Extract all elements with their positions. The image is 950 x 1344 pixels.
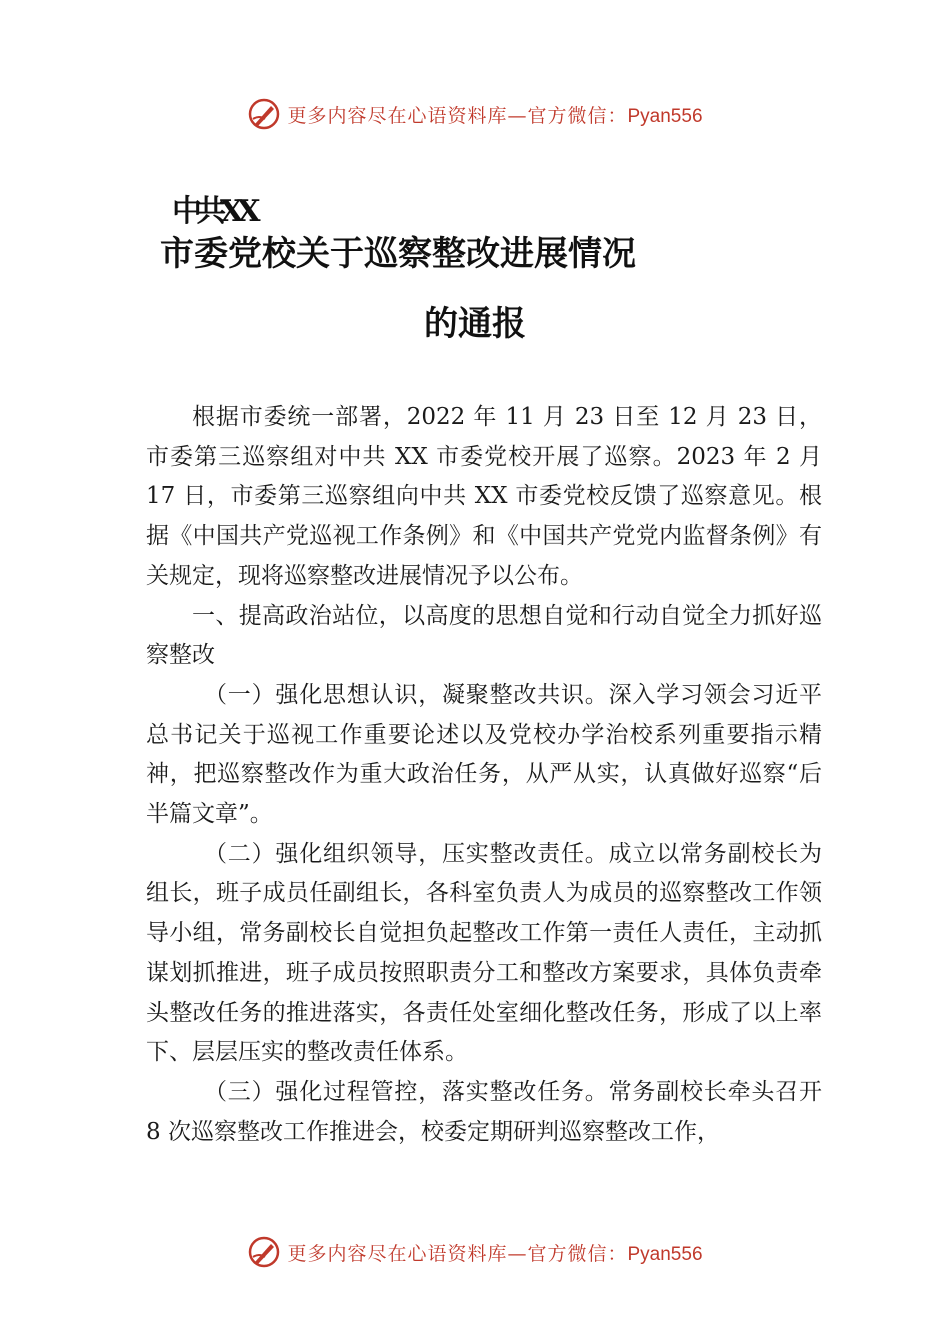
watermark-banner-bottom [0,1232,950,1272]
wechat-id: Pyan556 [627,105,703,127]
watermark-text: 更多内容尽在心语资料库—官方微信：Pyan556 [287,1242,703,1265]
watermark-text: 更多内容尽在心语资料库—官方微信：Pyan556 [287,104,703,127]
paragraph-item-2: （二）强化组织领导，压实整改责任。成立以常务副校长为组长，班子成员任副组长，各科室负责人为成员的巡察整改工作领导小组，常务副校长自觉担负起整改工作第一责任人责任，主动抓谋划抓推进，班子成员按照职责分工和整改方案要求，具体负责牵头整改任务的推进落实，各责任处室细化整改任务，形成了以上率下、层层压实的整改责任体系。 [146,840,822,1066]
pen-logo-icon [247,97,281,131]
title-prefix: 中共XX [172,194,255,229]
watermark-banner-top [0,94,950,134]
section-heading-1: 一、提高政治站位，以高度的思想自觉和行动自觉全力抓好巡察整改 [146,602,822,669]
paragraph-item-3: （三）强化过程管控，落实整改任务。常务副校长牵头召开 8 次巡察整改工作推进会，校委定期研判巡察整改工作， [146,1078,822,1145]
document-body [146,398,822,1152]
page-title-continued: 的通报 [424,304,526,344]
page-title: 市委党校关于巡察整改进展情况 [160,234,636,274]
wechat-id: Pyan556 [627,1243,703,1265]
paragraph-intro: 根据市委统一部署，2022 年 11 月 23 日至 12 月 23 日，市委第三巡察组对中共 XX 市委党校开展了巡察。2023 年 2 月 17 日，市委第三巡察组向中共 XX 市委党校反馈了巡察意见。根据《中国共产党巡视工作条例》和《中国共产党党内监督条例》有关规定，现将巡察整改进展情况予以公布。 [146,404,822,589]
paragraph-item-1: （一）强化思想认识，凝聚整改共识。深入学习领会习近平总书记关于巡视工作重要论述以及党校办学治校系列重要指示精神，把巡察整改作为重大政治任务，从严从实，认真做好巡察“后半篇文章”。 [146,681,822,828]
pen-logo-icon [247,1235,281,1269]
